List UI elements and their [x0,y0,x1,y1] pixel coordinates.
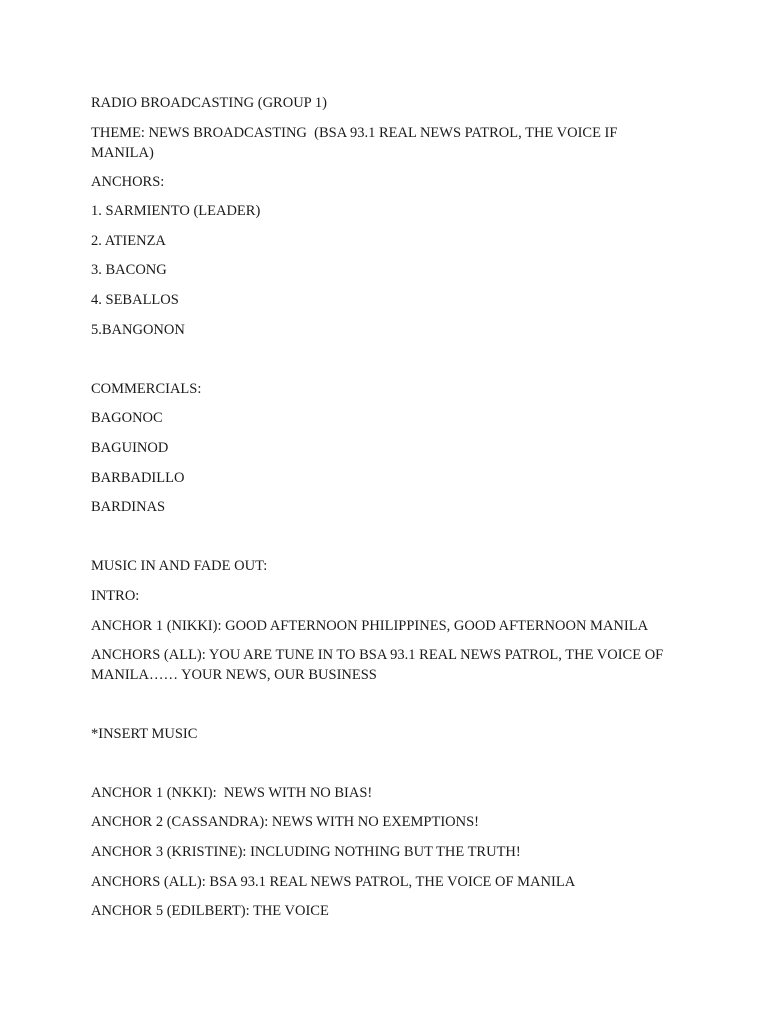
music-heading: MUSIC IN AND FADE OUT: [91,558,268,575]
commercials-heading: COMMERCIALS: [91,380,202,397]
intro-heading: INTRO: [91,587,140,604]
commercial-item: BAGONOC [91,410,163,427]
blank-line [91,694,681,724]
script-lines [91,783,681,921]
intro-line: ANCHOR 1 (NIKKI): GOOD AFTERNOON PHILIPPINES, GOOD AFTERNOON MANILA [91,617,649,634]
commercial-item: BAGUINOD [91,439,169,456]
anchor-item: 2. ATIENZA [91,232,166,249]
anchors-list [91,201,681,339]
commercials-list [91,408,681,517]
theme-line: THEME: NEWS BROADCASTING (BSA 93.1 REAL NEWS PATROL, THE VOICE IF MANILA) [91,124,622,161]
document-body [91,93,681,931]
commercial-item: BARDINAS [91,499,166,516]
anchor-item: 5.BANGONON [91,321,185,338]
anchor-item: 4. SEBALLOS [91,291,179,308]
blank-line [91,527,681,557]
script-line: ANCHOR 3 (KRISTINE): INCLUDING NOTHING BUT THE TRUTH! [91,844,521,861]
document-title: RADIO BROADCASTING (GROUP 1) [91,95,327,111]
script-line: ANCHORS (ALL): BSA 93.1 REAL NEWS PATROL, THE VOICE OF MANILA [91,873,576,890]
anchor-item: 3. BACONG [91,262,167,279]
anchors-heading: ANCHORS: [91,173,165,190]
anchor-item: 1. SARMIENTO (LEADER) [91,203,261,220]
script-line: ANCHOR 1 (NKKI): NEWS WITH NO BIAS! [91,784,373,801]
insert-music-note: *INSERT MUSIC [91,725,198,742]
blank-line [91,753,681,783]
blank-line [91,349,681,379]
intro-line: ANCHORS (ALL): YOU ARE TUNE IN TO BSA 93.1 REAL NEWS PATROL, THE VOICE OF MANILA…… YOUR NEWS, OUR BUSINESS [91,647,667,684]
script-line: ANCHOR 2 (CASSANDRA): NEWS WITH NO EXEMPTIONS! [91,814,480,831]
commercial-item: BARBADILLO [91,469,185,486]
script-line: ANCHOR 5 (EDILBERT): THE VOICE [91,903,329,920]
